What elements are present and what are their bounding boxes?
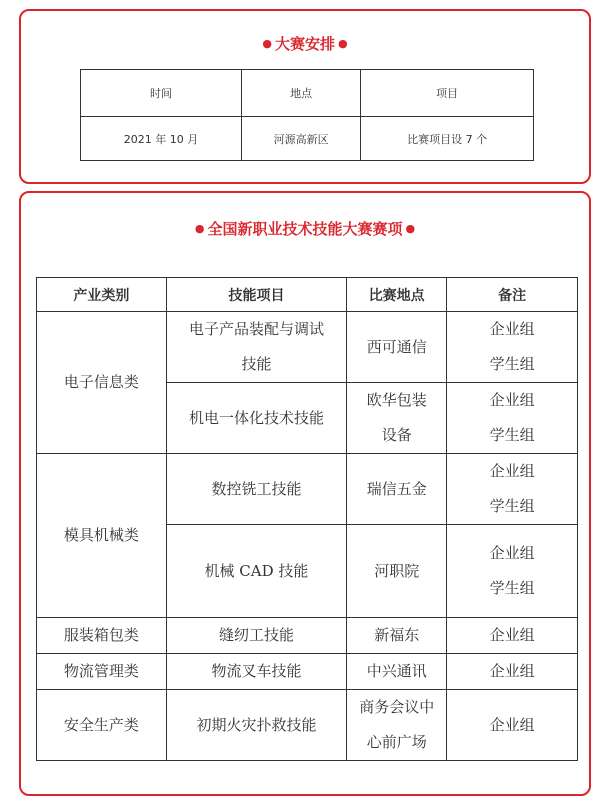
- skill-cell: 数控铣工技能: [166, 454, 346, 525]
- location-cell: 商务会议中 心前广场: [347, 690, 447, 761]
- schedule-project-value: 比赛项目设 7 个: [361, 117, 534, 161]
- category-cell: 模具机械类: [37, 454, 167, 618]
- category-cell: 物流管理类: [37, 654, 167, 690]
- table-row: [37, 618, 578, 654]
- table-row: [37, 690, 578, 761]
- bullet-dot-icon: ●: [405, 222, 416, 235]
- skill-cell: 物流叉车技能: [166, 654, 346, 690]
- bullet-dot-icon: ●: [262, 37, 272, 50]
- skill-cell: 机械 CAD 技能: [166, 525, 346, 618]
- notes-cell: 企业组 学生组: [447, 525, 578, 618]
- header-location: 比赛地点: [347, 278, 447, 312]
- schedule-header-location: 地点: [241, 70, 360, 117]
- events-title: ● 全国新职业技术技能大赛赛项 ●: [194, 220, 416, 238]
- category-cell: 安全生产类: [37, 690, 167, 761]
- category-cell: 电子信息类: [37, 312, 167, 454]
- bullet-dot-icon: ●: [338, 37, 348, 50]
- notes-cell: 企业组: [447, 690, 578, 761]
- skill-cell: 缝纫工技能: [166, 618, 346, 654]
- schedule-header-time: 时间: [81, 70, 242, 117]
- bullet-dot-icon: ●: [194, 222, 205, 235]
- schedule-header-project: 项目: [361, 70, 534, 117]
- schedule-header-row: [81, 70, 534, 117]
- notes-cell: 企业组 学生组: [447, 312, 578, 383]
- table-row: [37, 454, 578, 525]
- location-cell: 中兴通讯: [347, 654, 447, 690]
- location-cell: 河职院: [347, 525, 447, 618]
- schedule-title: ● 大赛安排 ●: [262, 35, 348, 53]
- location-cell: 新福东: [347, 618, 447, 654]
- table-row: [37, 654, 578, 690]
- notes-cell: 企业组 学生组: [447, 383, 578, 454]
- location-cell: 西可通信: [347, 312, 447, 383]
- header-skill: 技能项目: [166, 278, 346, 312]
- skill-cell: 机电一体化技术技能: [166, 383, 346, 454]
- header-notes: 备注: [447, 278, 578, 312]
- events-card: [19, 191, 591, 796]
- skill-cell: 电子产品装配与调试 技能: [166, 312, 346, 383]
- schedule-table: [80, 69, 534, 161]
- table-row: [37, 312, 578, 383]
- category-cell: 服装箱包类: [37, 618, 167, 654]
- skill-cell: 初期火灾扑救技能: [166, 690, 346, 761]
- notes-cell: 企业组 学生组: [447, 454, 578, 525]
- schedule-location-value: 河源高新区: [241, 117, 360, 161]
- schedule-data-row: [81, 117, 534, 161]
- schedule-card: [19, 9, 591, 184]
- location-cell: 瑞信五金: [347, 454, 447, 525]
- header-category: 产业类别: [37, 278, 167, 312]
- notes-cell: 企业组: [447, 618, 578, 654]
- events-header-row: [37, 278, 578, 312]
- notes-cell: 企业组: [447, 654, 578, 690]
- events-table: [36, 277, 578, 761]
- schedule-time-value: 2021 年 10 月: [81, 117, 242, 161]
- location-cell: 欧华包装 设备: [347, 383, 447, 454]
